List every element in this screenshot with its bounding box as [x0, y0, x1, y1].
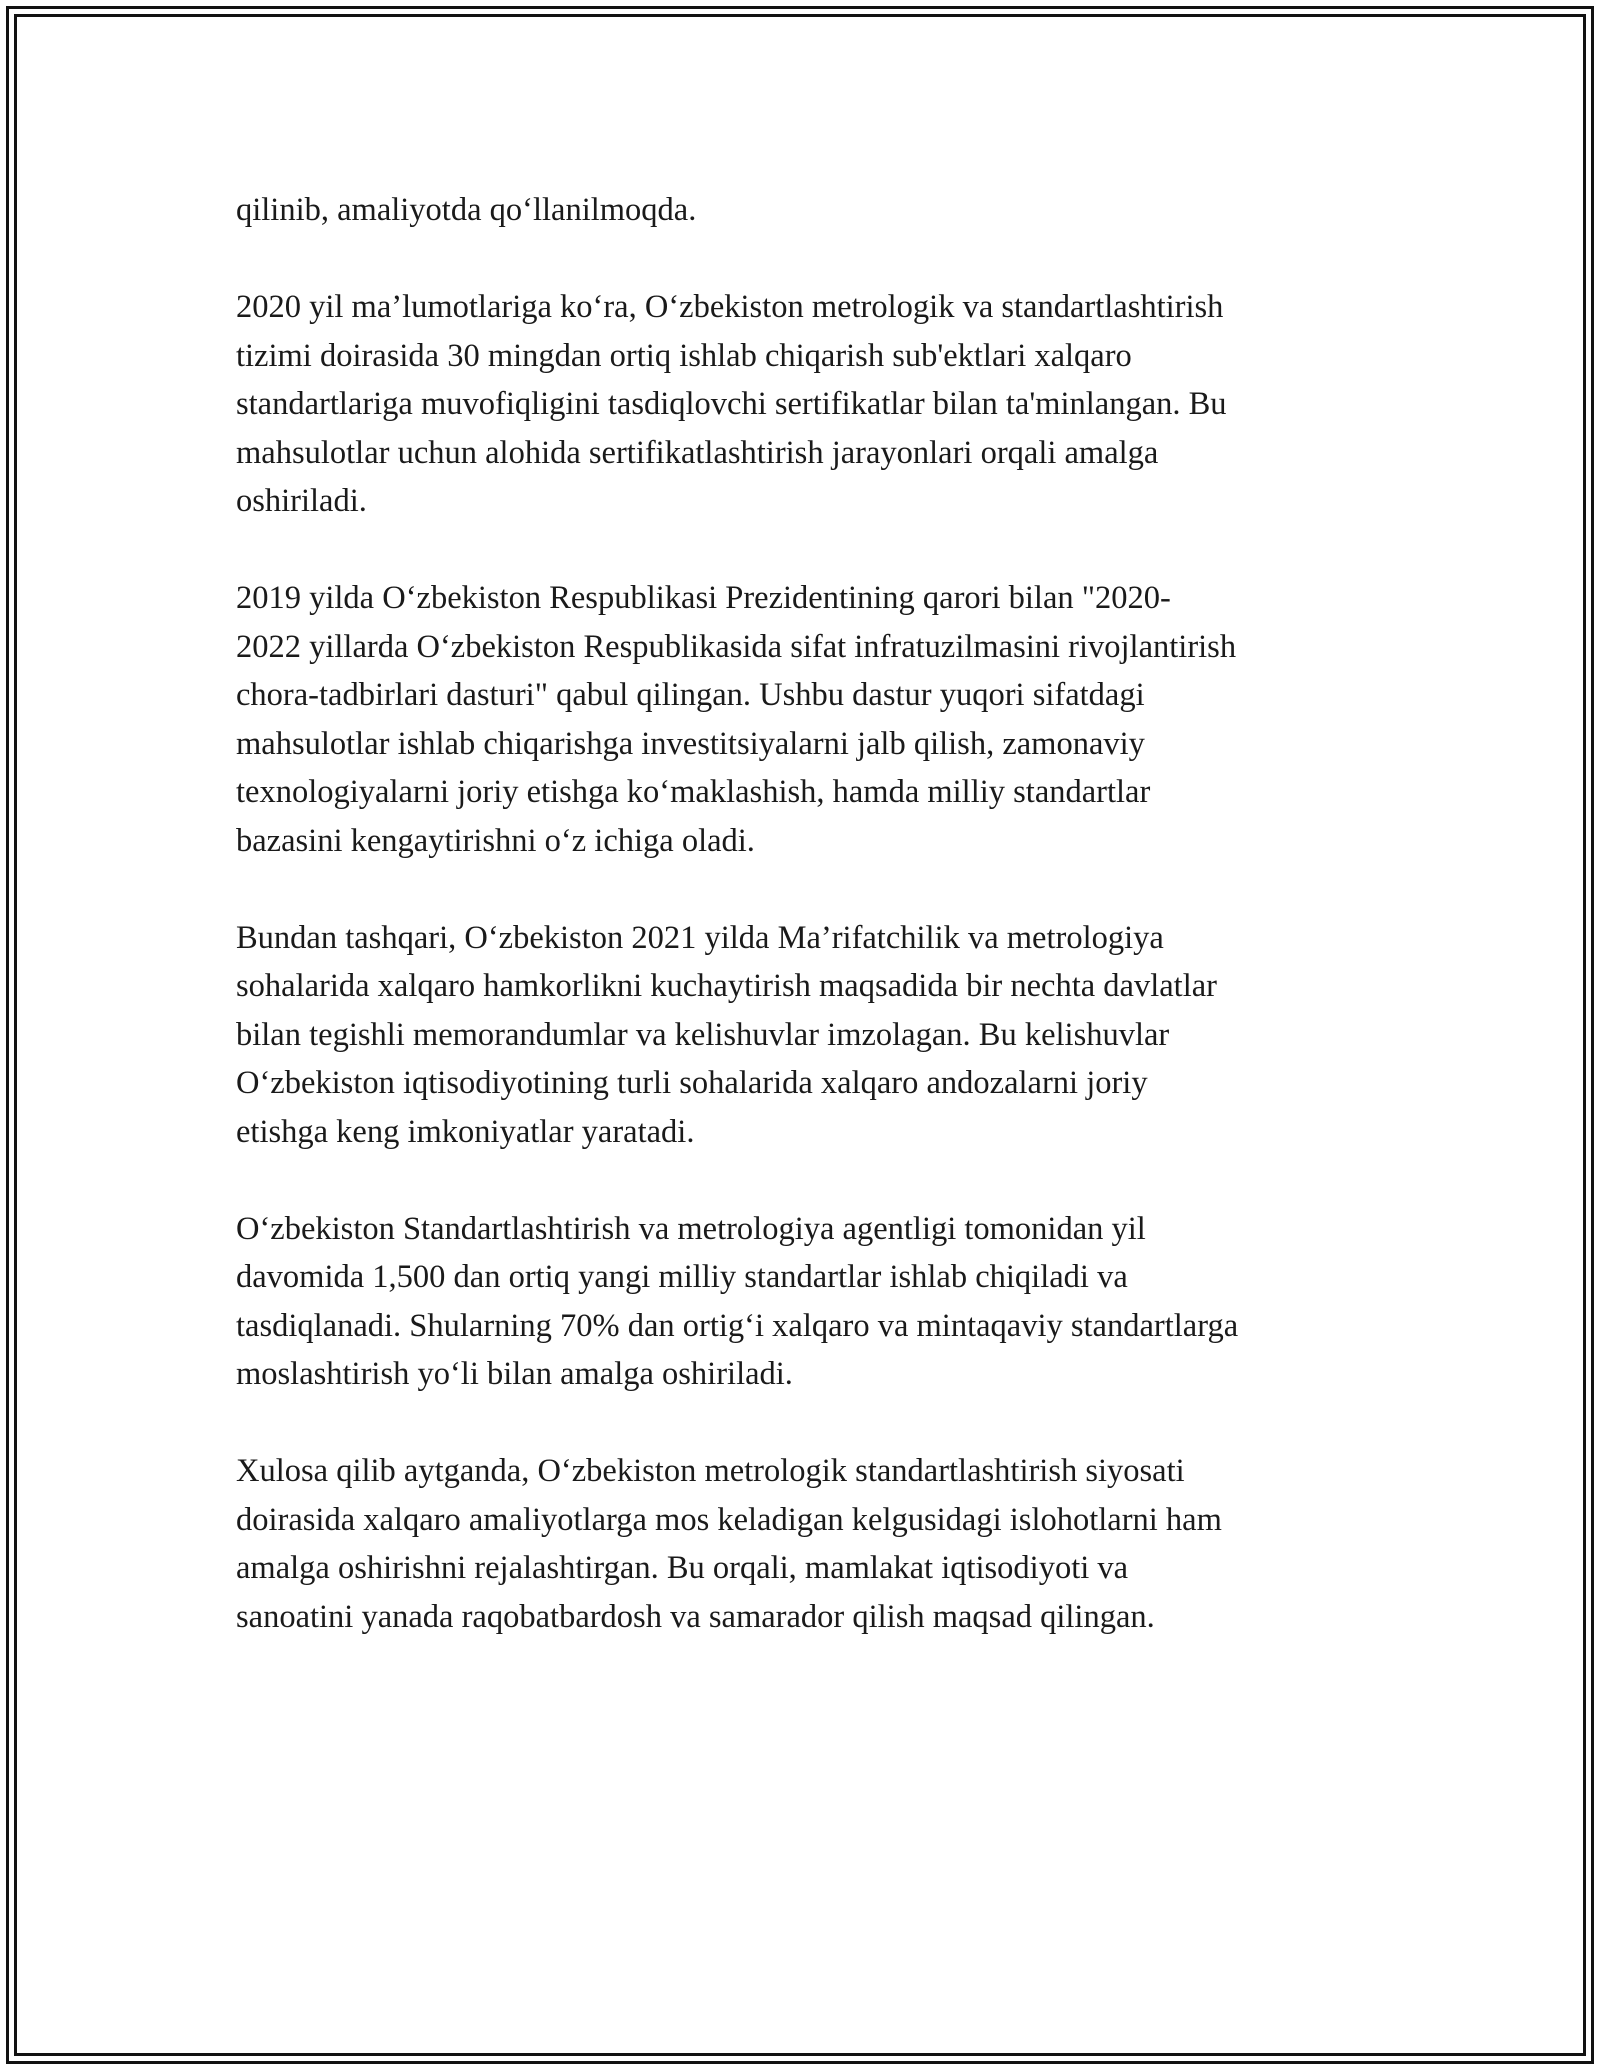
text-line: etishga keng imkoniyatlar yaratadi.: [236, 1113, 695, 1150]
text-line: standartlariga muvofiqligini tasdiqlovchi sertifikatlar bilan ta'minlangan. Bu: [236, 386, 1227, 422]
document-body: [236, 186, 1396, 1690]
text-line: moslashtirish yo‘li bilan amalga oshiriladi.: [236, 1356, 793, 1392]
text-line: oshiriladi.: [236, 483, 367, 519]
text-line: O‘zbekiston iqtisodiyotining turli sohalarida xalqaro andozalarni joriy: [236, 1065, 1148, 1101]
text-line: 2020 yil ma’lumotlariga ko‘ra, O‘zbekiston metrologik va standartlashtirish: [236, 289, 1224, 325]
text-line: doirasida xalqaro amaliyotlarga mos keladigan kelgusidagi islohotlarni ham: [236, 1501, 1222, 1538]
text-line: 2019 yilda O‘zbekiston Respublikasi Prezidentining qarori bilan "2020-: [236, 580, 1171, 616]
text-line: tizimi doirasida 30 mingdan ortiq ishlab chiqarish sub'ektlari xalqaro: [236, 337, 1132, 374]
text-line: qilinib, amaliyotda qo‘llanilmoqda.: [236, 192, 697, 228]
paragraph-1: [236, 186, 1396, 235]
text-line: Bundan tashqari, O‘zbekiston 2021 yilda Ma’rifatchilik va metrologiya: [236, 919, 1164, 956]
text-line: sanoatini yanada raqobatbardosh va samarador qilish maqsad qilingan.: [236, 1598, 1155, 1635]
text-line: amalga oshirishni rejalashtirgan. Bu orqali, mamlakat iqtisodiyoti va: [236, 1550, 1129, 1586]
paragraph-6: [236, 1447, 1396, 1641]
paragraph-3: [236, 574, 1396, 865]
text-line: 2022 yillarda O‘zbekiston Respublikasida sifat infratuzilmasini rivojlantirish: [236, 628, 1237, 665]
paragraph-4: [236, 914, 1396, 1157]
text-line: texnologiyalarni joriy etishga ko‘maklashish, hamda milliy standartlar: [236, 774, 1151, 810]
text-line: mahsulotlar uchun alohida sertifikatlashtirish jarayonlari orqali amalga: [236, 434, 1159, 471]
paragraph-2: [236, 283, 1396, 526]
text-line: Xulosa qilib aytganda, O‘zbekiston metrologik standartlashtirish siyosati: [236, 1453, 1185, 1489]
text-line: O‘zbekiston Standartlashtirish va metrologiya agentligi tomonidan yil: [236, 1210, 1146, 1247]
text-line: chora-tadbirlari dasturi" qabul qilingan. Ushbu dastur yuqori sifatdagi: [236, 677, 1145, 713]
text-line: mahsulotlar ishlab chiqarishga investitsiyalarni jalb qilish, zamonaviy: [236, 725, 1145, 762]
paragraph-5: [236, 1205, 1396, 1399]
text-line: bazasini kengaytirishni o‘z ichiga oladi.: [236, 822, 755, 859]
text-line: tasdiqlanadi. Shularning 70% dan ortig‘i xalqaro va mintaqaviy standartlarga: [236, 1307, 1239, 1344]
text-line: davomida 1,500 dan ortiq yangi milliy standartlar ishlab chiqiladi va: [236, 1259, 1128, 1295]
text-line: bilan tegishli memorandumlar va kelishuvlar imzolagan. Bu kelishuvlar: [236, 1016, 1170, 1053]
text-line: sohalarida xalqaro hamkorlikni kuchaytirish maqsadida bir nechta davlatlar: [236, 968, 1217, 1004]
